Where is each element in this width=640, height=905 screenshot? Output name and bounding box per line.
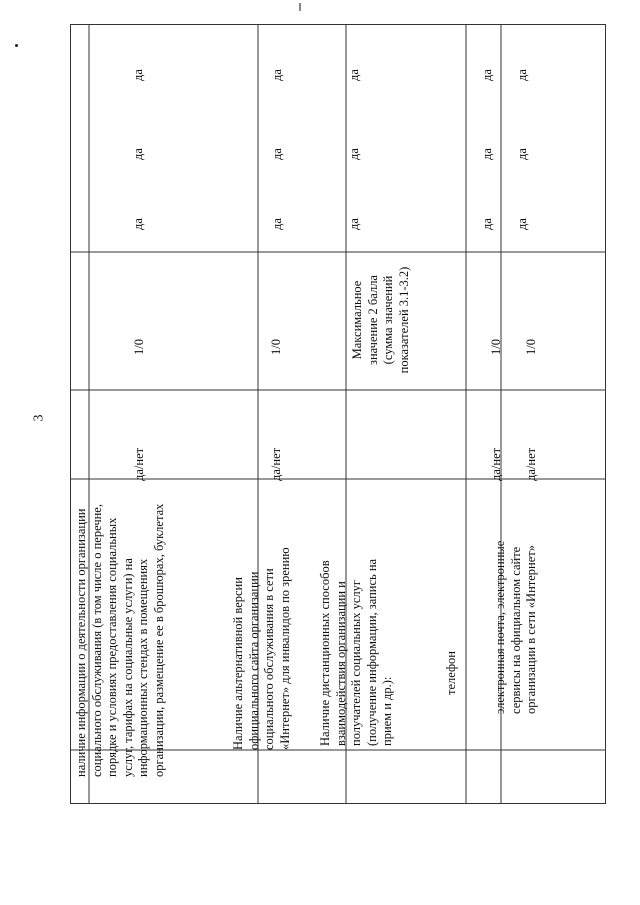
value-cell: да bbox=[480, 148, 494, 160]
score-text: Максимальное значение 2 балла (сумма значений показателей 3.1-3.2) bbox=[350, 266, 411, 374]
score-text: 1/0 bbox=[269, 339, 283, 355]
measure-text: да/нет bbox=[489, 447, 503, 481]
value-cell: да bbox=[270, 69, 284, 81]
value-cell: да bbox=[131, 69, 145, 81]
value-cell: да bbox=[515, 148, 529, 160]
criterion-text: наличие информации о деятельности организации социального обслуживания (в том числе о перечне, порядке и условиях предоставления социальных услуг, тарифах на социальные услуги) на информационных стендах в помещениях организации, размещение ее в брошюрах, буклетах bbox=[74, 503, 166, 777]
score-text: 1/0 bbox=[132, 339, 146, 355]
measure-text: да/нет bbox=[132, 447, 146, 481]
value-cell: да bbox=[270, 148, 284, 160]
value-cell: да bbox=[131, 218, 145, 230]
value-cell: да bbox=[515, 69, 529, 81]
value-cell: да bbox=[347, 148, 361, 160]
value-cell: да bbox=[270, 218, 284, 230]
value-cell: да bbox=[515, 218, 529, 230]
criterion-text: Наличие альтернативной версии официального сайта организации социального обслуживания в сети «Интернет» для инвалидов по зрению bbox=[231, 547, 292, 750]
score-text: 1/0 bbox=[489, 339, 503, 355]
value-cell: да bbox=[347, 69, 361, 81]
value-cell: да bbox=[347, 218, 361, 230]
page-number: 3 bbox=[31, 414, 47, 422]
scan-speck bbox=[15, 44, 18, 47]
value-cell: да bbox=[480, 69, 494, 81]
value-cell: да bbox=[131, 148, 145, 160]
criterion-text: телефон bbox=[444, 651, 458, 695]
value-cell: да bbox=[480, 218, 494, 230]
criterion-text: Наличие дистанционных способов взаимодействия организации и получателей социальных услуг (получение информации, запись на прием и др.): bbox=[318, 558, 394, 746]
score-text: 1/0 bbox=[524, 339, 538, 355]
measure-text: да/нет bbox=[269, 447, 283, 481]
scan-speck bbox=[299, 3, 301, 11]
criterion-text: электронная почта, электронные сервисы на официальном сайте организации в сети «Интернет» bbox=[493, 540, 538, 714]
measure-text: да/нет bbox=[524, 447, 538, 481]
